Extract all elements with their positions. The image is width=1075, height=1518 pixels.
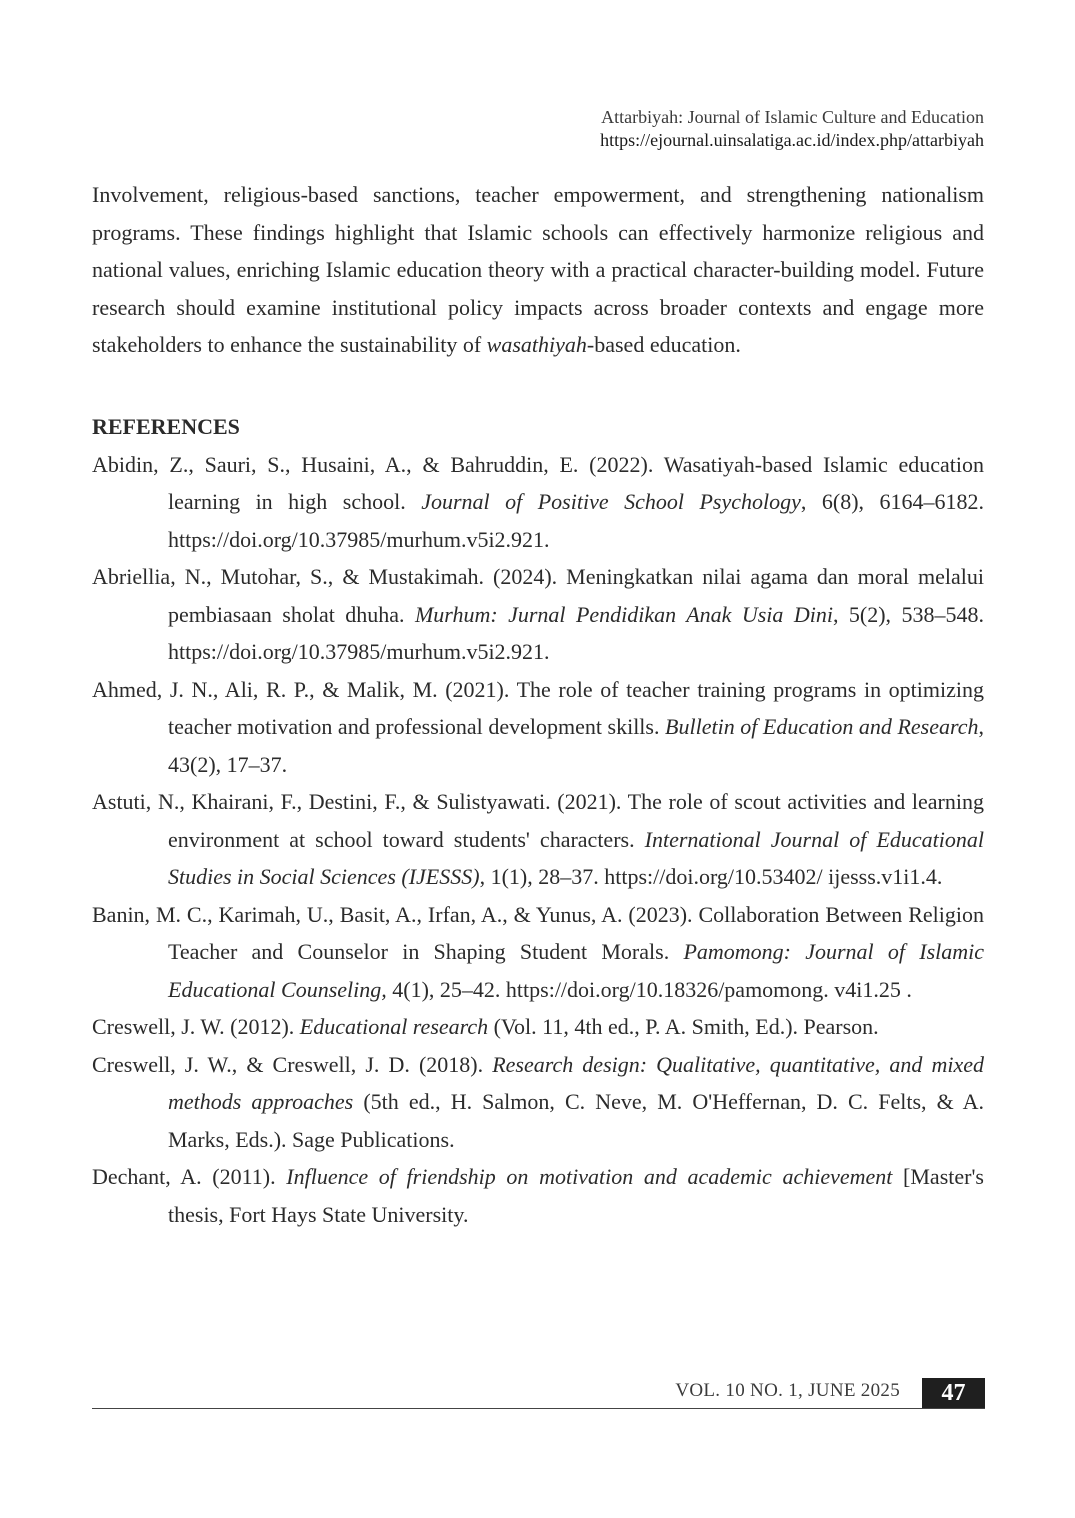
page-content xyxy=(92,176,984,1233)
reference-source: Journal of Positive School Psychology xyxy=(421,489,801,514)
reference-text: Banin, M. C., Karimah, U., Basit, A., Irfan, A., & Yunus, A. (2023). Collaboration Between Religion Teacher and Counselor in Shaping Student Morals. xyxy=(92,901,984,964)
journal-title: Attarbiyah: Journal of Islamic Culture and Education xyxy=(601,107,984,127)
reference-details: 4(1), 25–42. https://doi.org/10.18326/pamomong. v4i1.25 . xyxy=(386,976,912,1002)
reference-source: Murhum: Jurnal Pendidikan Anak Usia Dini xyxy=(414,601,833,627)
reference-entry xyxy=(92,1158,984,1233)
reference-source: Bulletin of Education and Research xyxy=(665,714,979,739)
running-header xyxy=(600,106,984,152)
reference-entry xyxy=(92,558,984,671)
reference-source: Educational research xyxy=(299,1014,489,1039)
reference-details: , 6(8), 6164–6182. https://doi.org/10.37985/murhum.v5i2.921. xyxy=(168,489,985,552)
paragraph-main-text: Involvement, religious-based sanctions, teacher empowerment, and strengthening nationalism programs. These findings highlight that Islamic schools can effectively harmonize religious and national values, enriching Islamic education theory with a practical character-building model. Future research should examine institutional policy impacts across broader contexts and engage more stakeholders to enhance the sustainability of xyxy=(92,182,984,357)
reference-details: [Master's thesis, Fort Hays State University. xyxy=(168,1164,984,1227)
reference-entry xyxy=(92,446,984,559)
reference-details: , 43(2), 17–37. xyxy=(168,714,984,777)
reference-details: , 1(1), 28–37. https://doi.org/10.53402/ ijesss.v1i1.4. xyxy=(479,864,943,889)
reference-details: , 5(2), 538–548. https://doi.org/10.37985/murhum.v5i2.921. xyxy=(168,601,984,664)
references-heading: REFERENCES xyxy=(92,413,240,439)
reference-text: Astuti, N., Khairani, F., Destini, F., & Sulistyawati. (2021). The role of scout activities and learning environment at school toward students' characters. xyxy=(92,789,984,852)
footer-divider xyxy=(92,1408,985,1409)
paragraph-end-text: based education. xyxy=(594,332,741,357)
reference-source: Research design: Qualitative, quantitative, and mixed methods approaches xyxy=(168,1051,984,1114)
footer-volume: VOL. 10 NO. 1, JUNE 2025 xyxy=(675,1380,900,1401)
paragraph-italic-term: wasathiyah- xyxy=(486,332,595,357)
conclusion-paragraph xyxy=(92,176,984,364)
journal-url[interactable]: https://ejournal.uinsalatiga.ac.id/index.php/attarbiyah xyxy=(600,130,984,150)
reference-text: Dechant, A. (2011). xyxy=(92,1164,287,1189)
reference-text: Ahmed, J. N., Ali, R. P., & Malik, M. (2021). The role of teacher training programs in optimizing teacher motivation and professional development skills. xyxy=(92,676,984,739)
reference-text: Abidin, Z., Sauri, S., Husaini, A., & Bahruddin, E. (2022). Wasatiyah-based Islamic education learning in high school. xyxy=(92,451,984,514)
reference-details: (5th ed., H. Salmon, C. Neve, M. O'Heffernan, D. C. Felts, & A. Marks, Eds.). Sage Publications. xyxy=(168,1089,984,1152)
reference-source: International Journal of Educational Studies in Social Sciences (IJESSS) xyxy=(168,826,984,889)
reference-entry xyxy=(92,1008,984,1046)
reference-source: Influence of friendship on motivation and academic achievement xyxy=(286,1164,893,1189)
reference-text: Creswell, J. W., & Creswell, J. D. (2018). xyxy=(92,1051,493,1077)
reference-text: Creswell, J. W. (2012). xyxy=(92,1014,300,1039)
reference-entry xyxy=(92,671,984,784)
reference-entry xyxy=(92,896,984,1009)
reference-text: Abriellia, N., Mutohar, S., & Mustakimah. (2024). Meningkatkan nilai agama dan moral melalui pembiasaan sholat dhuha. xyxy=(92,564,984,627)
reference-source: Pamomong: Journal of Islamic Educational Counseling, xyxy=(168,939,985,1002)
reference-entry xyxy=(92,1046,984,1159)
references-list xyxy=(92,446,984,1234)
page-number: 47 xyxy=(922,1378,985,1409)
reference-details: (Vol. 11, 4th ed., P. A. Smith, Ed.). Pearson. xyxy=(488,1014,879,1039)
reference-entry xyxy=(92,783,984,896)
